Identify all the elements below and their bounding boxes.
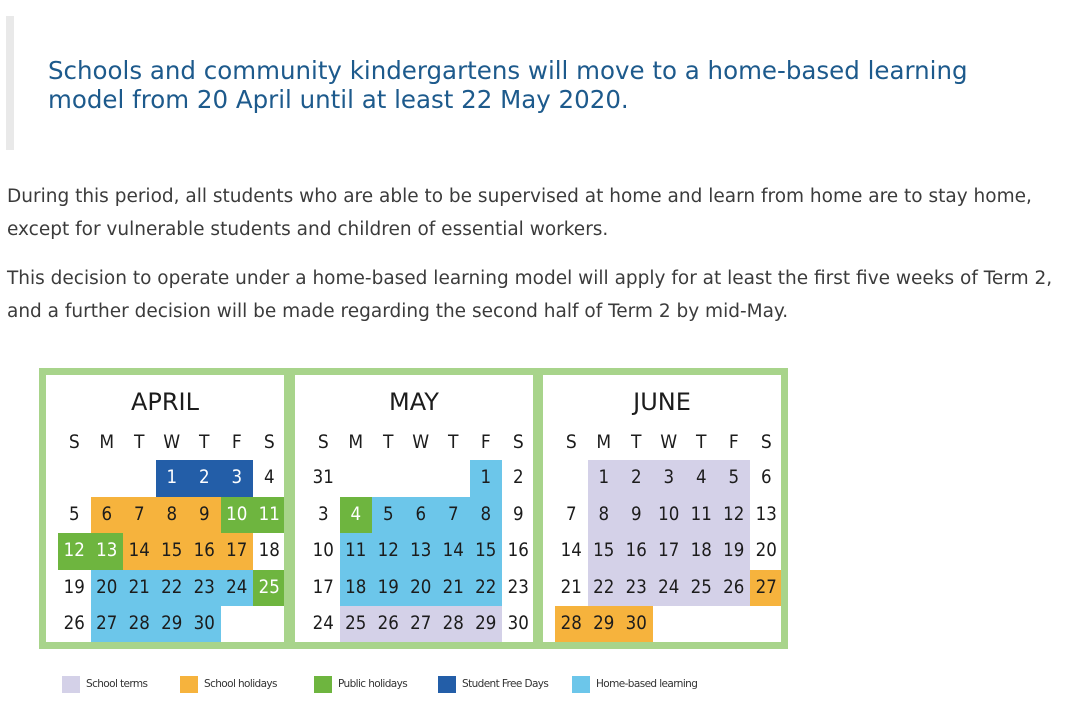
calendar-day: 12 bbox=[372, 533, 405, 570]
calendar-day: 9 bbox=[512, 503, 524, 525]
calendar-day: 13 bbox=[405, 533, 438, 570]
calendar-day: 25 bbox=[253, 570, 284, 607]
weekday-header: S bbox=[512, 431, 524, 453]
calendar-day: 8 bbox=[470, 497, 503, 534]
weekday-header: T bbox=[199, 431, 210, 453]
calendar-day: 26 bbox=[372, 606, 405, 642]
calendar-day: 2 bbox=[512, 467, 524, 488]
calendar-day: 30 bbox=[507, 613, 529, 634]
legend-swatch bbox=[62, 676, 80, 693]
calendar-day: 26 bbox=[718, 570, 751, 607]
term-calendar bbox=[39, 368, 788, 649]
weekday-header: M bbox=[99, 431, 115, 453]
calendar-day: 24 bbox=[221, 570, 254, 607]
month-june bbox=[543, 375, 781, 642]
legend-label: School holidays bbox=[204, 678, 277, 690]
calendar-day: 29 bbox=[470, 606, 503, 642]
calendar-day: 29 bbox=[156, 606, 189, 642]
calendar-day: 25 bbox=[685, 570, 718, 607]
calendar-day: 4 bbox=[263, 467, 275, 488]
calendar-day: 27 bbox=[405, 606, 438, 642]
calendar-day: 21 bbox=[437, 570, 470, 607]
legend-label: Home-based learning bbox=[596, 678, 698, 690]
weekday-header: F bbox=[480, 431, 491, 453]
month-title: JUNE bbox=[633, 388, 691, 416]
calendar-day: 17 bbox=[312, 576, 334, 598]
weekday-header: S bbox=[263, 431, 275, 453]
calendar-day: 28 bbox=[437, 606, 470, 642]
calendar-day: 8 bbox=[156, 497, 189, 534]
calendar-day: 10 bbox=[221, 497, 254, 534]
calendar-day: 14 bbox=[560, 540, 582, 561]
calendar-day: 20 bbox=[405, 570, 438, 607]
calendar-day: 18 bbox=[340, 570, 373, 607]
legend-swatch bbox=[314, 676, 332, 693]
calendar-day: 20 bbox=[91, 570, 124, 607]
calendar-day: 9 bbox=[188, 497, 221, 534]
calendar-day: 26 bbox=[63, 613, 85, 634]
calendar-day: 7 bbox=[437, 497, 470, 534]
weekday-header: T bbox=[448, 431, 459, 453]
calendar-day: 21 bbox=[560, 576, 582, 598]
weekday-header: T bbox=[383, 431, 394, 453]
calendar-day: 23 bbox=[620, 570, 653, 607]
calendar-day: 20 bbox=[755, 540, 777, 561]
calendar-day: 11 bbox=[685, 497, 718, 534]
calendar-day: 8 bbox=[588, 497, 621, 534]
calendar-day: 23 bbox=[507, 576, 529, 598]
calendar-day: 15 bbox=[156, 533, 189, 570]
calendar-day: 27 bbox=[750, 570, 781, 607]
legend-label: School terms bbox=[86, 678, 148, 690]
calendar-day: 27 bbox=[91, 606, 124, 642]
calendar-day: 17 bbox=[653, 533, 686, 570]
calendar-day: 22 bbox=[470, 570, 503, 607]
calendar-day: 16 bbox=[620, 533, 653, 570]
calendar-day: 11 bbox=[253, 497, 284, 534]
calendar-legend bbox=[62, 676, 782, 696]
calendar-day: 10 bbox=[312, 540, 334, 561]
calendar-day: 24 bbox=[653, 570, 686, 607]
calendar-day: 9 bbox=[620, 497, 653, 534]
calendar-day: 16 bbox=[507, 540, 529, 561]
legend-swatch bbox=[572, 676, 590, 693]
month-april bbox=[46, 375, 284, 642]
month-may bbox=[295, 375, 533, 642]
calendar-day: 7 bbox=[565, 503, 577, 525]
calendar-day: 18 bbox=[685, 533, 718, 570]
calendar-day: 5 bbox=[68, 503, 80, 525]
weekday-header: T bbox=[134, 431, 145, 453]
weekday-header: T bbox=[696, 431, 707, 453]
calendar-day: 5 bbox=[718, 460, 751, 497]
calendar-day: 13 bbox=[91, 533, 124, 570]
calendar-day: 7 bbox=[123, 497, 156, 534]
calendar-day: 15 bbox=[470, 533, 503, 570]
calendar-day: 5 bbox=[372, 497, 405, 534]
calendar-day: 2 bbox=[188, 460, 221, 497]
calendar-day: 18 bbox=[258, 540, 280, 561]
weekday-header: S bbox=[317, 431, 329, 453]
calendar-day: 10 bbox=[653, 497, 686, 534]
weekday-header: S bbox=[760, 431, 772, 453]
body-paragraph-2: This decision to operate under a home-based learning model will apply for at least the first five weeks of Term 2, and a further decision will be made regarding the second half of Term 2 by mid-May. bbox=[7, 268, 1053, 322]
calendar-day: 22 bbox=[588, 570, 621, 607]
legend-label: Student Free Days bbox=[462, 678, 549, 690]
weekday-header: M bbox=[348, 431, 364, 453]
calendar-day: 16 bbox=[188, 533, 221, 570]
calendar-day: 1 bbox=[588, 460, 621, 497]
calendar-day: 6 bbox=[760, 467, 772, 488]
calendar-day: 21 bbox=[123, 570, 156, 607]
calendar-day: 3 bbox=[653, 460, 686, 497]
weekday-header: F bbox=[231, 431, 242, 453]
calendar-day: 13 bbox=[755, 503, 777, 525]
calendar-day: 12 bbox=[718, 497, 751, 534]
calendar-day: 28 bbox=[555, 606, 588, 642]
weekday-header: M bbox=[596, 431, 612, 453]
calendar-day: 17 bbox=[221, 533, 254, 570]
legend-label: Public holidays bbox=[338, 678, 408, 690]
body-paragraph-1: During this period, all students who are able to be supervised at home and learn from home are to stay home, except for vulnerable students and children of essential workers. bbox=[7, 186, 1032, 240]
calendar-day: 30 bbox=[188, 606, 221, 642]
calendar-day: 14 bbox=[123, 533, 156, 570]
calendar-day: 15 bbox=[588, 533, 621, 570]
month-title: APRIL bbox=[130, 388, 199, 416]
blockquote bbox=[6, 16, 1066, 150]
calendar-day: 6 bbox=[91, 497, 124, 534]
calendar-day: 19 bbox=[372, 570, 405, 607]
weekday-header: F bbox=[728, 431, 739, 453]
calendar-day: 6 bbox=[405, 497, 438, 534]
calendar-day: 12 bbox=[58, 533, 91, 570]
calendar-day: 31 bbox=[312, 467, 334, 488]
calendar-day: 14 bbox=[437, 533, 470, 570]
calendar-day: 1 bbox=[470, 460, 503, 497]
calendar-day: 4 bbox=[340, 497, 373, 534]
calendar-day: 2 bbox=[620, 460, 653, 497]
calendar-day: 1 bbox=[156, 460, 189, 497]
calendar-day: 4 bbox=[685, 460, 718, 497]
weekday-header: T bbox=[631, 431, 642, 453]
calendar-day: 29 bbox=[588, 606, 621, 642]
calendar-day: 19 bbox=[718, 533, 751, 570]
weekday-header: S bbox=[565, 431, 577, 453]
weekday-header: W bbox=[660, 431, 678, 453]
weekday-header: W bbox=[163, 431, 181, 453]
calendar-day: 28 bbox=[123, 606, 156, 642]
calendar-day: 3 bbox=[221, 460, 254, 497]
calendar-day: 30 bbox=[620, 606, 653, 642]
legend-swatch bbox=[438, 676, 456, 693]
calendar-day: 19 bbox=[63, 576, 85, 598]
month-title: MAY bbox=[389, 388, 439, 416]
calendar-day: 23 bbox=[188, 570, 221, 607]
calendar-day: 11 bbox=[340, 533, 373, 570]
announcement-heading: Schools and community kindergartens will move to a home-based learning model from 20 April until at least 22 May 2020. bbox=[48, 56, 968, 114]
legend-swatch bbox=[180, 676, 198, 693]
weekday-header: W bbox=[412, 431, 430, 453]
calendar-day: 22 bbox=[156, 570, 189, 607]
calendar-day: 3 bbox=[317, 503, 329, 525]
calendar-day: 25 bbox=[340, 606, 373, 642]
weekday-header: S bbox=[68, 431, 80, 453]
calendar-day: 24 bbox=[312, 613, 334, 634]
